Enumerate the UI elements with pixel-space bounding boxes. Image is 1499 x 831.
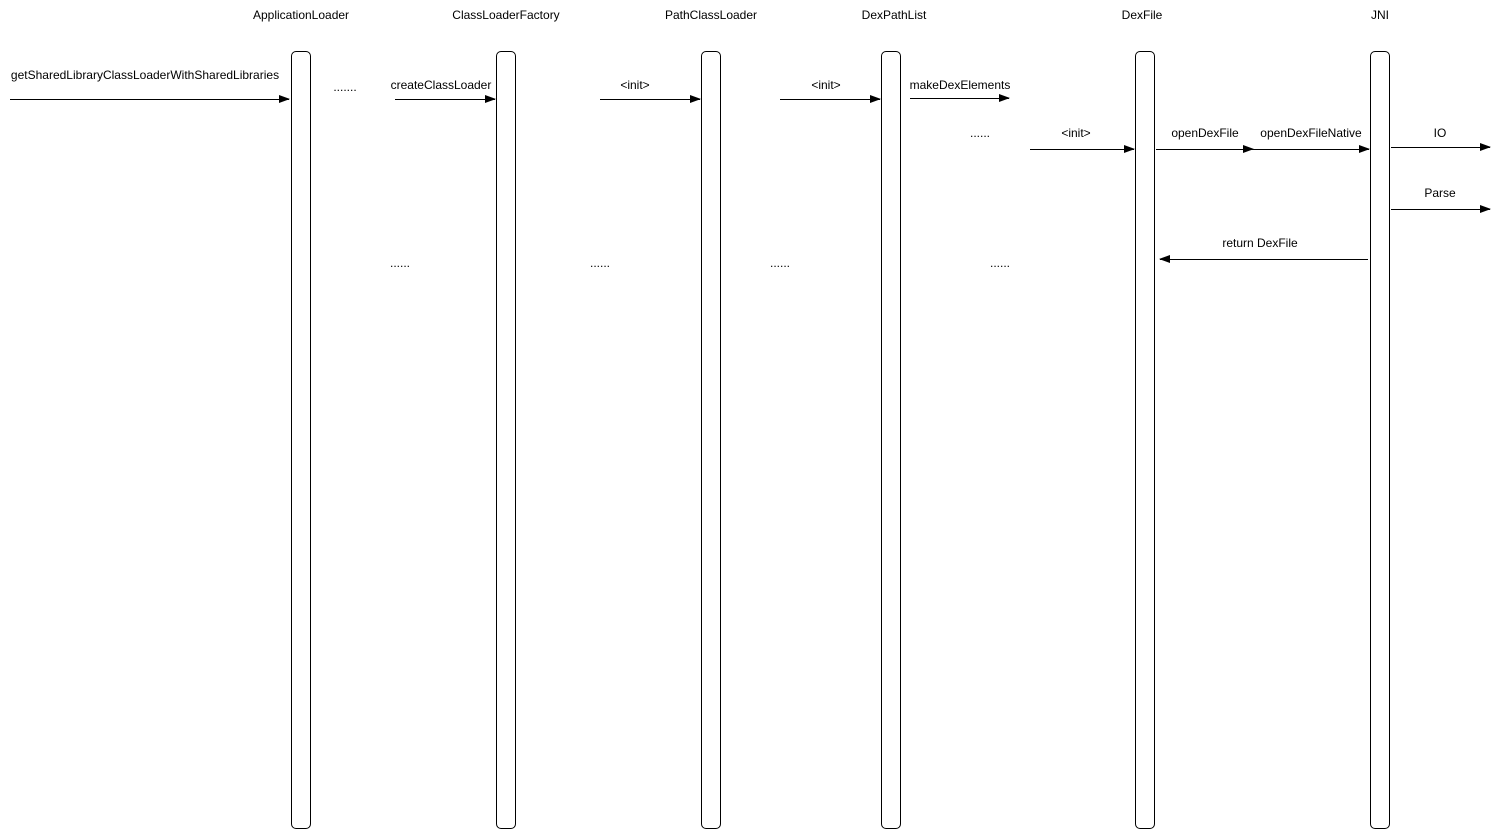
message-label-parse: Parse [1424, 186, 1456, 200]
message-arrow-return-dexfile [1160, 259, 1368, 260]
message-arrow-opendexfile [1156, 149, 1253, 150]
message-arrow-io [1391, 147, 1490, 148]
activation-bar-applicationloader [291, 51, 311, 829]
ellipsis-top-applicationloader: ....... [333, 80, 357, 94]
message-arrow-makedexelements [910, 98, 1009, 99]
activation-bar-dexfile [1135, 51, 1155, 829]
lifeline-header-jni: JNI [1371, 8, 1389, 22]
ellipsis-bottom-pathclassloader: ...... [769, 256, 791, 270]
lifeline-header-dexfile: DexFile [1121, 8, 1163, 22]
message-arrow-init-dexfile [1030, 149, 1134, 150]
message-label-init-dexpathlist: <init> [811, 78, 841, 92]
message-label-opendexfilenative: openDexFileNative [1260, 126, 1362, 140]
message-arrow-init-dexpathlist [780, 99, 880, 100]
ellipsis-middle-dexpathlist: ...... [969, 126, 991, 140]
lifeline-header-applicationloader: ApplicationLoader [252, 8, 350, 22]
message-arrow-opendexfilenative [1253, 149, 1369, 150]
message-label-createclassloader: createClassLoader [390, 78, 492, 92]
activation-bar-jni [1370, 51, 1390, 829]
message-label-init-dexfile: <init> [1061, 126, 1091, 140]
message-label-getsharedlibraryclassloaderwithsharedlibraries: getSharedLibraryClassLoaderWithSharedLibraries [10, 68, 280, 82]
lifeline-header-classloaderfactory: ClassLoaderFactory [452, 8, 560, 22]
message-label-opendexfile: openDexFile [1171, 126, 1239, 140]
message-arrow-getsharedlibraryclassloaderwithsharedlibraries [10, 99, 289, 100]
message-label-init-pathclassloader: <init> [620, 78, 650, 92]
ellipsis-bottom-dexpathlist: ...... [989, 256, 1011, 270]
message-arrow-parse [1391, 209, 1490, 210]
lifeline-header-dexpathlist: DexPathList [861, 8, 927, 22]
message-arrow-init-pathclassloader [600, 99, 700, 100]
message-label-makedexelements: makeDexElements [909, 78, 1011, 92]
ellipsis-bottom-applicationloader: ...... [389, 256, 411, 270]
lifeline-header-pathclassloader: PathClassLoader [664, 8, 758, 22]
activation-bar-pathclassloader [701, 51, 721, 829]
activation-bar-classloaderfactory [496, 51, 516, 829]
message-arrow-createclassloader [395, 99, 495, 100]
ellipsis-bottom-classloaderfactory: ...... [589, 256, 611, 270]
message-label-return-dexfile: return DexFile [1222, 236, 1298, 250]
activation-bar-dexpathlist [881, 51, 901, 829]
message-label-io: IO [1433, 126, 1447, 140]
